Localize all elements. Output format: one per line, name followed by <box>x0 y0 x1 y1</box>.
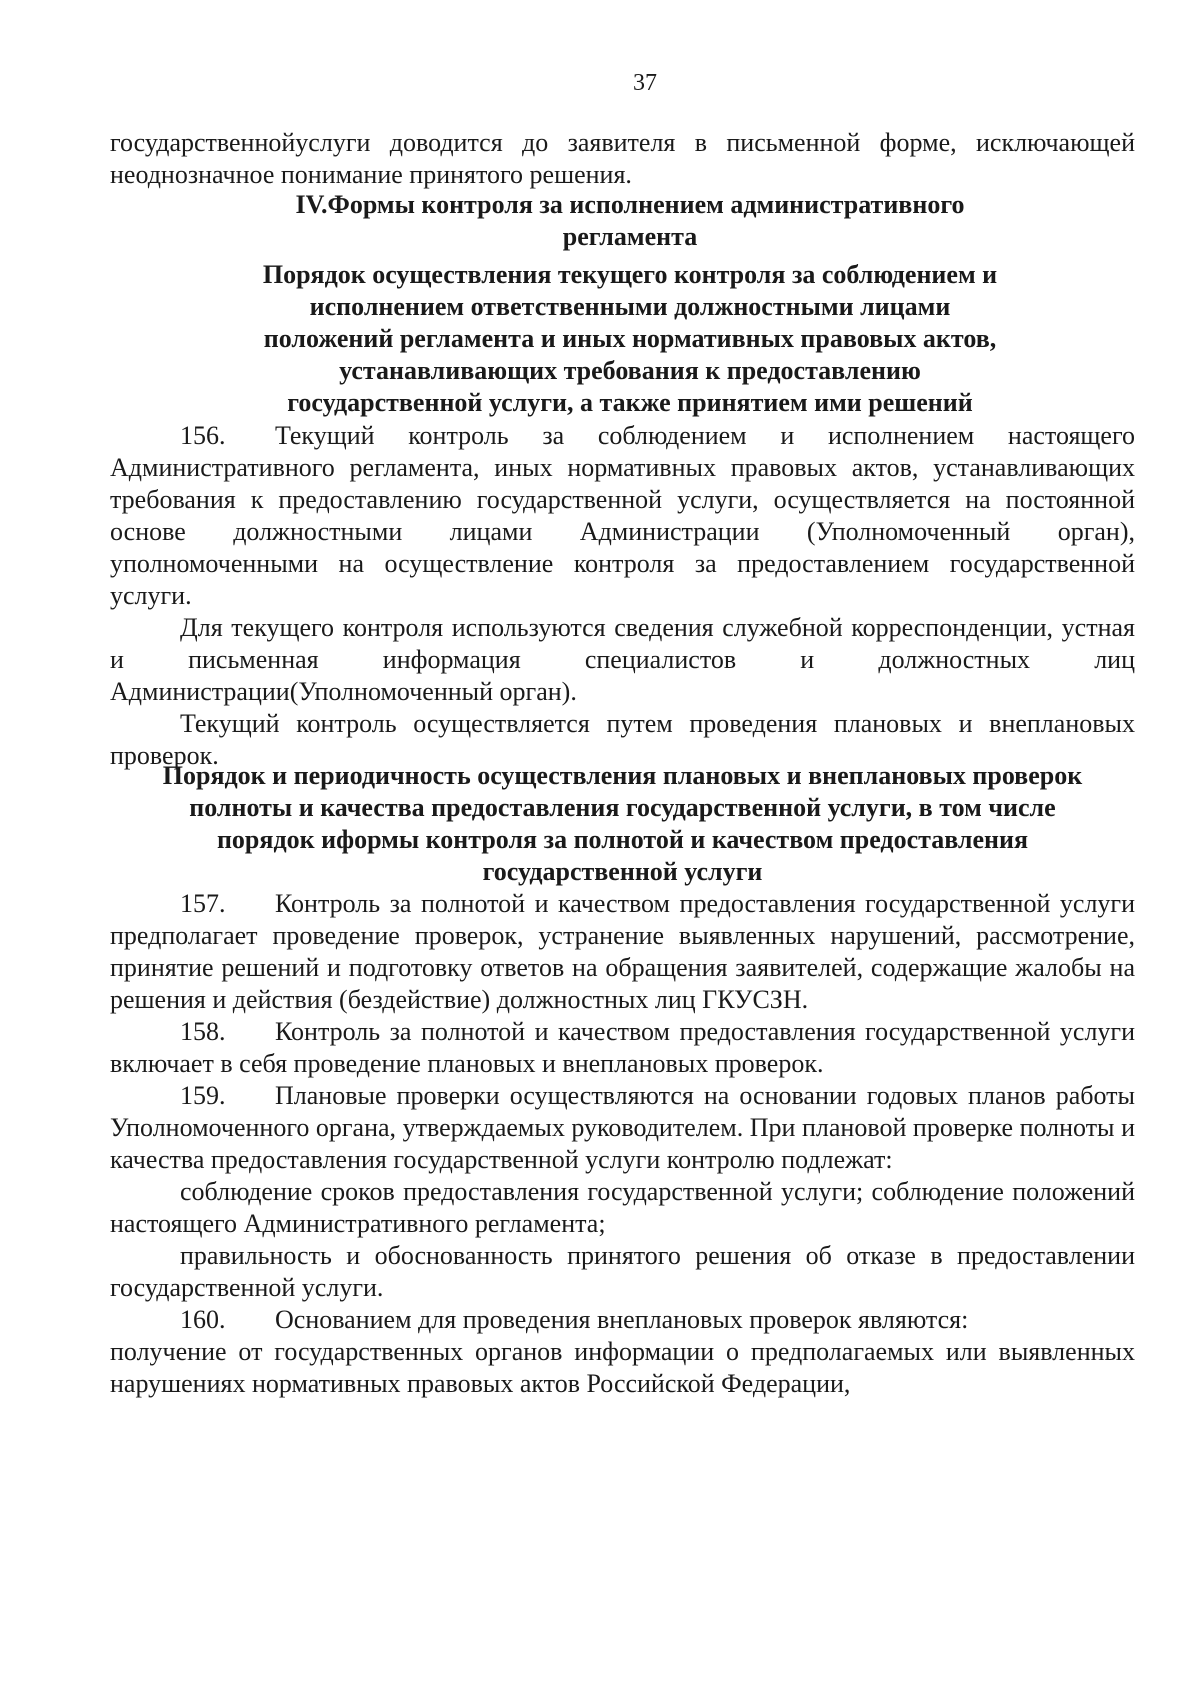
paragraph-number: 158. <box>180 1017 226 1046</box>
paragraph <box>110 1176 1135 1240</box>
subheading-line: Порядок осуществления текущего контроля за соблюдением и <box>262 260 998 289</box>
intro-paragraph: государственнойуслуги доводится до заявителя в письменной форме, исключающей неоднозначное понимание принятого решения. <box>110 128 1135 189</box>
subheading-line: Порядок и периодичность осуществления плановых и внеплановых проверок <box>162 761 1083 790</box>
subheading-line: исполнением ответственными должностными лицами <box>309 292 951 321</box>
paragraph-text: правильность и обоснованность принятого решения об отказе в предоставлении государственной услуги. <box>110 1241 1135 1302</box>
paragraph-159 <box>110 1080 1135 1176</box>
paragraph-group-current-control <box>110 420 1135 772</box>
paragraph <box>110 1336 1135 1400</box>
paragraph-number: 157. <box>180 889 226 918</box>
subheading-current-control <box>240 259 1020 419</box>
paragraph-text: получение от государственных органов информации о предполагаемых или выявленных нарушениях нормативных правовых актов Российской Федерации, <box>110 1337 1135 1398</box>
paragraph-text: Основанием для проведения внеплановых проверок являются: <box>275 1305 969 1334</box>
paragraph-157 <box>110 888 1135 1016</box>
paragraph-text: Контроль за полнотой и качеством предоставления государственной услуги включает в себя проведение плановых и внеплановых проверок. <box>110 1017 1135 1078</box>
paragraph-text: Контроль за полнотой и качеством предоставления государственной услуги предполагает проведение проверок, устранение выявленных нарушений, рассмотрение, принятие решений и подготовку ответов на обращения заявителей, содержащие жалобы на решения и действия (бездействие) должностных лиц ГКУСЗН. <box>110 889 1135 1014</box>
paragraph-158 <box>110 1016 1135 1080</box>
subheading-line: порядок иформы контроля за полнотой и качеством предоставления <box>216 825 1029 854</box>
paragraph-text: Для текущего контроля используются сведения служебной корреспонденции, устная и письменная информация специалистов и должностных лиц Администрации(Уполномоченный орган). <box>110 613 1135 706</box>
subheading-line: полноты и качества предоставления государственной услуги, в том числе <box>189 793 1056 822</box>
section-heading-line: IV.Формы контроля за исполнением административного <box>295 190 965 219</box>
paragraph-text: Текущий контроль за соблюдением и исполнением настоящего Административного регламента, иных нормативных правовых актов, устанавливающих требования к предоставлению государственной услуги, осуществляется на постоянной основе должностными лицами Администрации (Уполномоченный орган), уполномоченными на осуществление контроля за предоставлением государственной услуги. <box>110 421 1135 610</box>
subheading-line: государственной услуги <box>482 857 763 886</box>
subheading-line: устанавливающих требования к предоставлению <box>339 356 921 385</box>
paragraph-number: 159. <box>180 1081 226 1110</box>
paragraph-text: Текущий контроль осуществляется путем проведения плановых и внеплановых проверок. <box>110 709 1135 770</box>
page-number: 37 <box>633 70 657 96</box>
section-heading <box>270 189 990 253</box>
paragraph <box>110 612 1135 708</box>
subheading-line: положений регламента и иных нормативных правовых актов, <box>263 324 997 353</box>
subheading-planned-checks <box>110 760 1135 888</box>
paragraph <box>110 1240 1135 1304</box>
paragraph-text: Плановые проверки осуществляются на основании годовых планов работы Уполномоченного органа, утверждаемых руководителем. При плановой проверке полноты и качества предоставления государственной услуги контролю подлежат: <box>110 1081 1135 1174</box>
paragraph-156 <box>110 420 1135 612</box>
paragraph-group-planned-checks <box>110 888 1135 1400</box>
paragraph-160 <box>110 1304 1135 1336</box>
paragraph-number: 156. <box>180 421 226 450</box>
section-heading-line: регламента <box>562 222 698 251</box>
paragraph-text: соблюдение сроков предоставления государственной услуги; соблюдение положений настоящего Административного регламента; <box>110 1177 1135 1238</box>
paragraph-number: 160. <box>180 1305 226 1334</box>
subheading-line: государственной услуги, а также принятием ими решений <box>287 388 973 417</box>
